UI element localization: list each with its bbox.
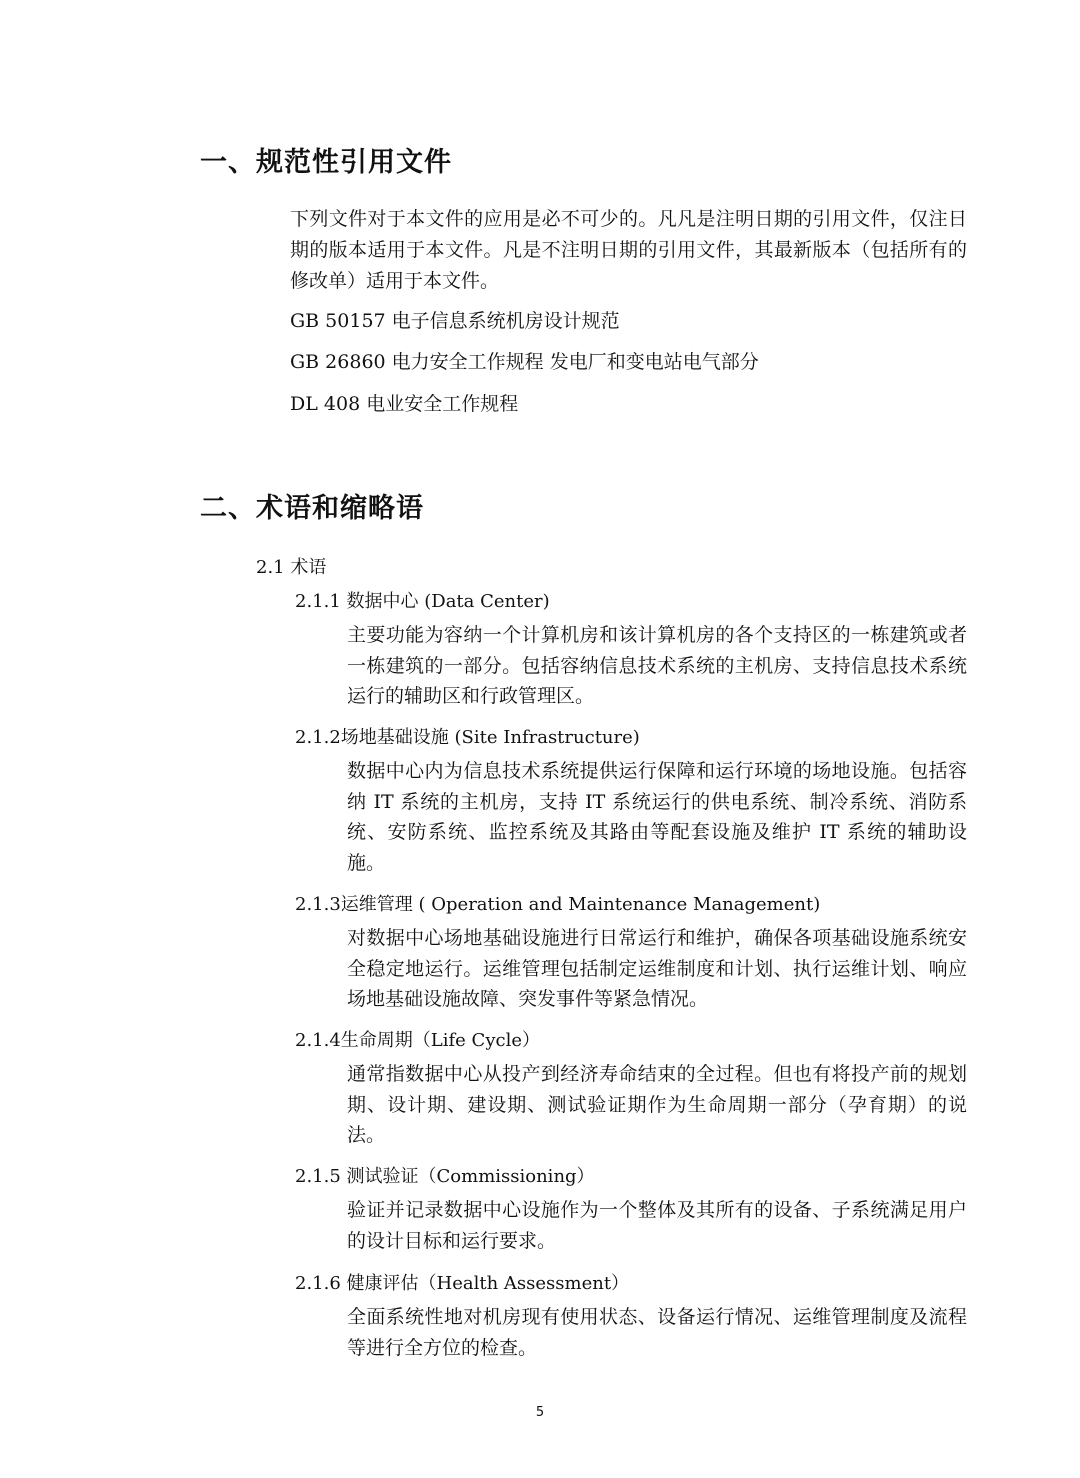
section-1-intro: 下列文件对于本文件的应用是必不可少的。凡凡是注明日期的引用文件，仅注日期的版本适用于本文件。凡是不注明日期的引用文件，其最新版本（包括所有的修改单）适用于本文件。 (290, 208, 967, 292)
term-title: 2.1.1 数据中心 (Data Center) (295, 591, 550, 612)
term-title: 2.1.4生命周期（Life Cycle） (295, 1030, 540, 1051)
term-definition: 对数据中心场地基础设施进行日常运行和维护，确保各项基础设施系统安全稳定地运行。运维管理包括制定运维制度和计划、执行运维计划、响应场地基础设施故障、突发事件等紧急情况。 (347, 927, 967, 1010)
term-title: 2.1.6 健康评估（Health Assessment） (295, 1273, 630, 1294)
term-definition: 全面系统性地对机房现有使用状态、设备运行情况、运维管理制度及流程等进行全方位的检查。 (347, 1306, 967, 1359)
term-definition: 主要功能为容纳一个计算机房和该计算机房的各个支持区的一栋建筑或者一栋建筑的一部分。包括容纳信息技术系统的主机房、支持信息技术系统运行的辅助区和行政管理区。 (347, 624, 967, 707)
subsection-title: 2.1 术语 (256, 557, 327, 578)
term-definition: 数据中心内为信息技术系统提供运行保障和运行环境的场地设施。包括容纳 IT 系统的主机房，支持 IT 系统运行的供电系统、制冷系统、消防系统、安防系统、监控系统及其路由等配套设施及维护 IT 系统的辅助设施。 (347, 760, 967, 874)
term-title: 2.1.2场地基础设施 (Site Infrastructure) (295, 727, 640, 748)
page-number: 5 (535, 1405, 545, 1420)
reference-item: DL 408 电业安全工作规程 (290, 393, 519, 415)
term-title: 2.1.5 测试验证（Commissioning） (295, 1166, 595, 1187)
reference-item: GB 50157 电子信息系统机房设计规范 (290, 310, 620, 332)
term-title: 2.1.3运维管理 ( Operation and Maintenance Management) (295, 894, 821, 915)
section-2-heading: 二、术语和缩略语 (200, 493, 424, 524)
term-definition: 验证并记录数据中心设施作为一个整体及其所有的设备、子系统满足用户的设计目标和运行要求。 (347, 1199, 967, 1252)
term-definition: 通常指数据中心从投产到经济寿命结束的全过程。但也有将投产前的规划期、设计期、建设期、测试验证期作为生命周期一部分（孕育期）的说法。 (347, 1063, 967, 1146)
reference-item: GB 26860 电力安全工作规程 发电厂和变电站电气部分 (290, 351, 759, 373)
section-1-heading: 一、规范性引用文件 (200, 147, 452, 178)
